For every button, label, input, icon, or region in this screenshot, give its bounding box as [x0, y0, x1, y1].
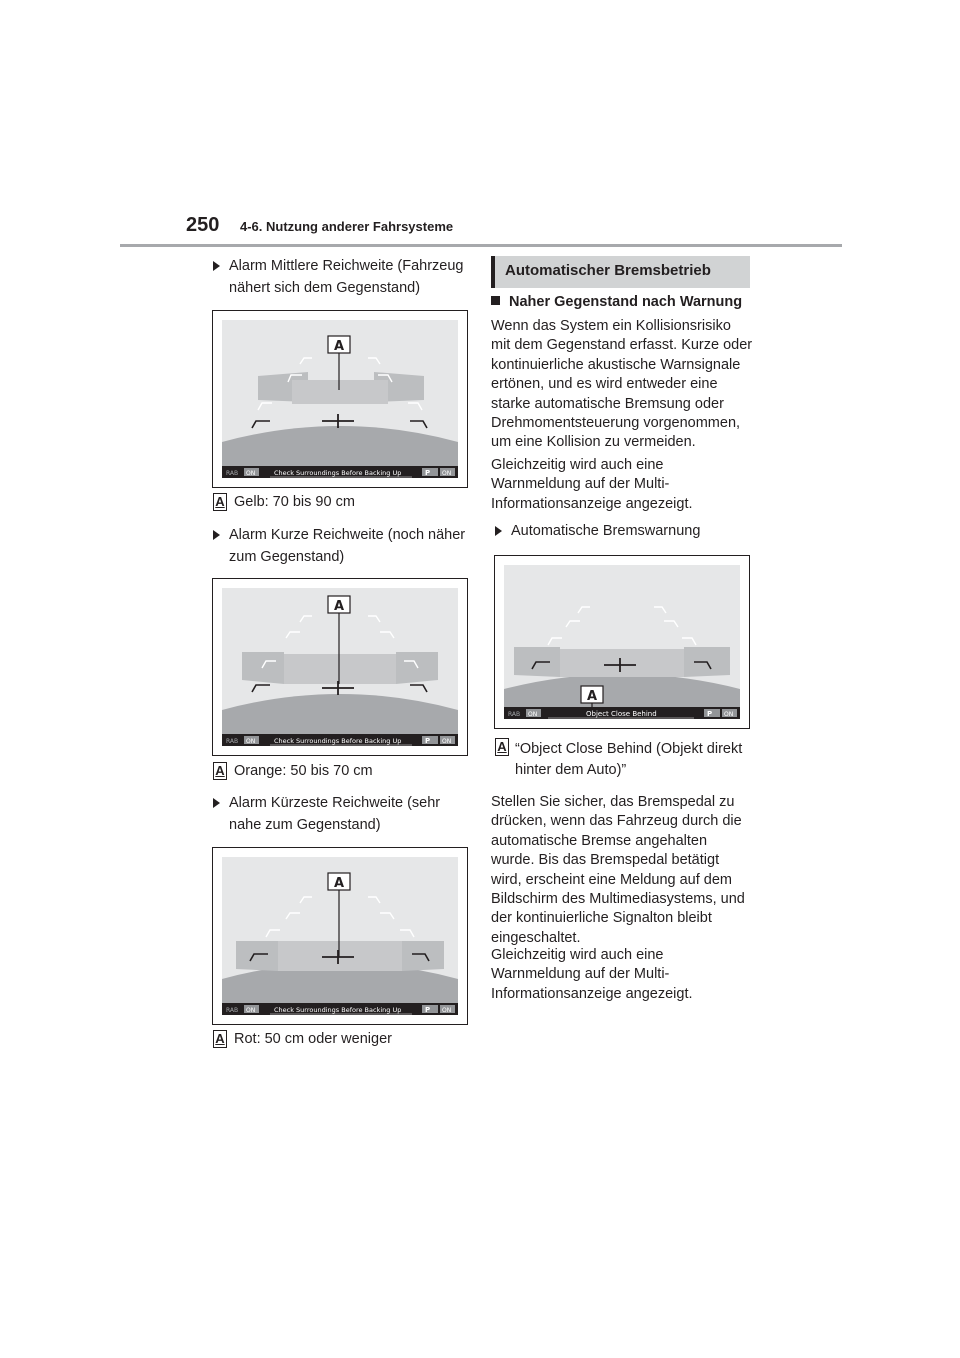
square-bullet-icon [491, 296, 500, 305]
svg-text:P: P [425, 737, 431, 745]
svg-text:ON: ON [442, 738, 452, 745]
svg-text:A: A [586, 689, 598, 704]
svg-text:A: A [333, 876, 345, 891]
svg-text:ON: ON [246, 470, 256, 477]
display-screenshot-medium [212, 310, 468, 488]
sensor-display [222, 588, 458, 746]
svg-text:A: A [333, 599, 345, 614]
caption-red: Rot: 50 cm oder weniger [234, 1031, 392, 1047]
svg-text:ON: ON [442, 1007, 452, 1014]
bullet-text: Alarm Kurze Reichweite (noch näher zum Gegenstand) [229, 527, 466, 565]
callout-a-box: A [213, 1030, 227, 1048]
sensor-display [222, 320, 458, 478]
sensor-graphic [222, 857, 458, 1015]
svg-text:ON: ON [246, 1007, 256, 1014]
sensor-graphic [504, 565, 740, 719]
page-number: 250 [186, 214, 220, 236]
sensor-display [504, 565, 740, 719]
svg-text:Object Close Behind: Object Close Behind [586, 710, 657, 718]
sensor-graphic [222, 588, 458, 746]
callout-a-box: A [213, 762, 227, 780]
svg-text:Check Surroundings Before B: Check Surroundings Before Backing Up [274, 737, 402, 745]
svg-text:Check Surroundings Before B: Check Surroundings Before Backing Up [274, 469, 402, 477]
paragraph-warning-message: Gleichzeitig wird auch eine Warnmeldung auf der Multi-Informationsanzeige angezeigt. [491, 457, 693, 512]
svg-text:RAB: RAB [226, 738, 239, 745]
svg-text:RAB: RAB [226, 1007, 239, 1014]
sensor-display [222, 857, 458, 1015]
svg-text:ON: ON [246, 738, 256, 745]
bullet-text: Automatische Bremswarnung [511, 523, 701, 539]
bullet-brake-warning [495, 520, 755, 544]
display-screenshot-short [212, 578, 468, 756]
bullet-arrow-icon [213, 798, 220, 808]
paragraph-brake-pedal: Stellen Sie sicher, das Bremspedal zu drücken, wenn das Fahrzeug durch die automatische Bremse angehalten wurde. Bis das Bremspedal betätigt wird, erscheint eine Meldung auf dem Bildschirm des Multimediasystems, und der kontinuierliche Signalton bleibt eingeschaltet. [491, 794, 745, 946]
display-screenshot-shortest [212, 847, 468, 1025]
display-screenshot-object-close [494, 555, 750, 729]
svg-text:P: P [425, 469, 431, 477]
callout-a-box: A [495, 738, 509, 756]
svg-text:Check Surroundings Before B: Check Surroundings Before Backing Up [274, 1006, 402, 1014]
bullet-arrow-icon [213, 261, 220, 271]
svg-text:RAB: RAB [508, 711, 521, 718]
svg-text:RAB: RAB [226, 470, 239, 477]
screen-callout-letter: A [333, 339, 345, 354]
caption-object-close-behind: “Object Close Behind (Objekt direkt hinter dem Auto)” [515, 741, 743, 778]
svg-text:ON: ON [528, 711, 538, 718]
svg-text:ON: ON [442, 470, 452, 477]
bullet-medium-range [213, 255, 473, 301]
svg-text:P: P [425, 1006, 431, 1014]
bullet-arrow-icon [495, 526, 502, 536]
bullet-text: Alarm Mittlere Reichweite (Fahrzeug nähert sich dem Gegenstand) [229, 258, 464, 296]
svg-text:P: P [707, 710, 713, 718]
sensor-graphic [222, 320, 458, 478]
svg-text:ON: ON [724, 711, 734, 718]
caption-yellow: Gelb: 70 bis 90 cm [234, 494, 355, 510]
subheading: Naher Gegenstand nach Warnung [491, 294, 742, 310]
bullet-short-range [213, 524, 473, 570]
callout-a-box: A [213, 493, 227, 511]
section-title: 4-6. Nutzung anderer Fahrsysteme [240, 219, 454, 234]
caption-orange: Orange: 50 bis 70 cm [234, 763, 373, 779]
section-heading: Automatischer Bremsbetrieb [491, 256, 750, 288]
bullet-arrow-icon [213, 530, 220, 540]
header-rule [120, 244, 842, 247]
paragraph-collision-risk: Wenn das System ein Kollisionsrisiko mit dem Gegenstand erfasst. Kurze oder kontinuierliche akustische Warnsignale ertönen, und es wird entweder eine starke automatische Bremsung oder Drehmomentsteuerung vorgenommen, um eine Kollision zu vermeiden. [491, 318, 753, 451]
bullet-shortest-range [213, 792, 473, 838]
paragraph-warning-message-2: Gleichzeitig wird auch eine Warnmeldung auf der Multi-Informationsanzeige angezeigt. [491, 947, 693, 1002]
bullet-text: Alarm Kürzeste Reichweite (sehr nahe zum Gegenstand) [229, 795, 441, 833]
